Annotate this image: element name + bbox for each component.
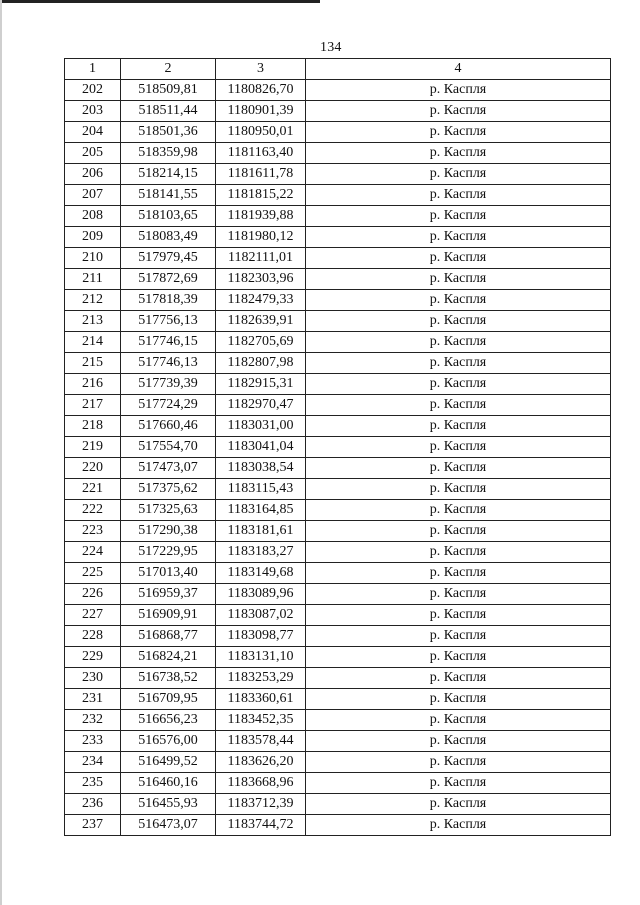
cell-point-number: 218: [65, 416, 121, 437]
page-number: 134: [320, 40, 342, 55]
table-row: [65, 353, 611, 374]
cell-coord-x: 516709,95: [121, 689, 216, 710]
cell-coord-y: 1182303,96: [216, 269, 306, 290]
cell-coord-y: 1183360,61: [216, 689, 306, 710]
cell-coord-y: 1183149,68: [216, 563, 306, 584]
table-row: [65, 185, 611, 206]
cell-point-number: 206: [65, 164, 121, 185]
cell-point-number: 223: [65, 521, 121, 542]
table-row: [65, 500, 611, 521]
cell-coord-y: 1182970,47: [216, 395, 306, 416]
table-row: [65, 542, 611, 563]
cell-coord-y: 1182915,31: [216, 374, 306, 395]
cell-point-number: 208: [65, 206, 121, 227]
cell-description: р. Каспля: [306, 668, 611, 689]
cell-description: р. Каспля: [306, 248, 611, 269]
cell-description: р. Каспля: [306, 479, 611, 500]
cell-coord-x: 517375,62: [121, 479, 216, 500]
table-row: [65, 206, 611, 227]
cell-coord-y: 1183712,39: [216, 794, 306, 815]
table-row: [65, 248, 611, 269]
cell-description: р. Каспля: [306, 689, 611, 710]
cell-coord-x: 517013,40: [121, 563, 216, 584]
table-row: [65, 479, 611, 500]
cell-coord-y: 1181815,22: [216, 185, 306, 206]
cell-point-number: 222: [65, 500, 121, 521]
cell-coord-y: 1182639,91: [216, 311, 306, 332]
cell-point-number: 228: [65, 626, 121, 647]
cell-coord-x: 517739,39: [121, 374, 216, 395]
table-row: [65, 773, 611, 794]
scan-edge: [0, 0, 2, 905]
table-row: [65, 311, 611, 332]
table-body: [65, 80, 611, 836]
cell-coord-y: 1180826,70: [216, 80, 306, 101]
cell-description: р. Каспля: [306, 374, 611, 395]
cell-description: р. Каспля: [306, 143, 611, 164]
table-row: [65, 563, 611, 584]
cell-coord-x: 518141,55: [121, 185, 216, 206]
cell-coord-x: 516473,07: [121, 815, 216, 836]
cell-point-number: 219: [65, 437, 121, 458]
cell-coord-x: 517325,63: [121, 500, 216, 521]
cell-description: р. Каспля: [306, 416, 611, 437]
cell-coord-x: 516576,00: [121, 731, 216, 752]
column-header-y: 3: [216, 59, 306, 80]
cell-coord-y: 1183668,96: [216, 773, 306, 794]
cell-coord-y: 1180901,39: [216, 101, 306, 122]
cell-coord-y: 1183041,04: [216, 437, 306, 458]
cell-point-number: 212: [65, 290, 121, 311]
cell-coord-y: 1181611,78: [216, 164, 306, 185]
table-row: [65, 101, 611, 122]
cell-coord-y: 1183181,61: [216, 521, 306, 542]
top-rule: [0, 0, 320, 3]
cell-description: р. Каспля: [306, 647, 611, 668]
table-row: [65, 605, 611, 626]
cell-coord-x: 517554,70: [121, 437, 216, 458]
cell-point-number: 232: [65, 710, 121, 731]
cell-coord-y: 1180950,01: [216, 122, 306, 143]
cell-point-number: 233: [65, 731, 121, 752]
cell-point-number: 204: [65, 122, 121, 143]
cell-coord-x: 516460,16: [121, 773, 216, 794]
cell-coord-x: 516959,37: [121, 584, 216, 605]
cell-coord-x: 516738,52: [121, 668, 216, 689]
cell-description: р. Каспля: [306, 521, 611, 542]
cell-description: р. Каспля: [306, 80, 611, 101]
cell-coord-y: 1182479,33: [216, 290, 306, 311]
cell-coord-y: 1183038,54: [216, 458, 306, 479]
cell-point-number: 203: [65, 101, 121, 122]
cell-description: р. Каспля: [306, 227, 611, 248]
table-row: [65, 395, 611, 416]
cell-coord-y: 1183744,72: [216, 815, 306, 836]
cell-description: р. Каспля: [306, 626, 611, 647]
cell-point-number: 211: [65, 269, 121, 290]
cell-point-number: 215: [65, 353, 121, 374]
cell-description: р. Каспля: [306, 332, 611, 353]
cell-point-number: 236: [65, 794, 121, 815]
cell-description: р. Каспля: [306, 794, 611, 815]
table-row: [65, 584, 611, 605]
cell-point-number: 224: [65, 542, 121, 563]
cell-description: р. Каспля: [306, 353, 611, 374]
coordinates-table: [64, 58, 611, 836]
cell-coord-y: 1183164,85: [216, 500, 306, 521]
cell-point-number: 221: [65, 479, 121, 500]
cell-point-number: 207: [65, 185, 121, 206]
cell-coord-x: 516824,21: [121, 647, 216, 668]
cell-coord-y: 1181980,12: [216, 227, 306, 248]
cell-coord-y: 1183115,43: [216, 479, 306, 500]
cell-description: р. Каспля: [306, 185, 611, 206]
cell-description: р. Каспля: [306, 311, 611, 332]
cell-description: р. Каспля: [306, 731, 611, 752]
table-row: [65, 227, 611, 248]
cell-coord-x: 517746,13: [121, 353, 216, 374]
cell-description: р. Каспля: [306, 458, 611, 479]
cell-point-number: 205: [65, 143, 121, 164]
table-row: [65, 122, 611, 143]
cell-coord-x: 516455,93: [121, 794, 216, 815]
cell-coord-x: 517756,13: [121, 311, 216, 332]
table-header-row: [65, 59, 611, 80]
table-row: [65, 626, 611, 647]
cell-point-number: 237: [65, 815, 121, 836]
cell-coord-y: 1183626,20: [216, 752, 306, 773]
cell-point-number: 217: [65, 395, 121, 416]
cell-description: р. Каспля: [306, 122, 611, 143]
cell-coord-y: 1182705,69: [216, 332, 306, 353]
cell-coord-x: 517229,95: [121, 542, 216, 563]
cell-coord-x: 518214,15: [121, 164, 216, 185]
table-row: [65, 80, 611, 101]
cell-coord-x: 517290,38: [121, 521, 216, 542]
cell-point-number: 229: [65, 647, 121, 668]
cell-description: р. Каспля: [306, 437, 611, 458]
column-header-description: 4: [306, 59, 611, 80]
cell-description: р. Каспля: [306, 206, 611, 227]
cell-coord-x: 518511,44: [121, 101, 216, 122]
cell-coord-x: 516909,91: [121, 605, 216, 626]
cell-coord-y: 1181939,88: [216, 206, 306, 227]
cell-point-number: 231: [65, 689, 121, 710]
cell-coord-x: 517660,46: [121, 416, 216, 437]
cell-description: р. Каспля: [306, 101, 611, 122]
cell-coord-x: 518083,49: [121, 227, 216, 248]
cell-coord-y: 1183098,77: [216, 626, 306, 647]
cell-description: р. Каспля: [306, 605, 611, 626]
cell-point-number: 202: [65, 80, 121, 101]
cell-coord-y: 1183089,96: [216, 584, 306, 605]
table-row: [65, 437, 611, 458]
cell-description: р. Каспля: [306, 710, 611, 731]
cell-coord-x: 517872,69: [121, 269, 216, 290]
cell-coord-y: 1183131,10: [216, 647, 306, 668]
cell-coord-y: 1183253,29: [216, 668, 306, 689]
cell-point-number: 227: [65, 605, 121, 626]
table-row: [65, 269, 611, 290]
table-row: [65, 290, 611, 311]
cell-coord-x: 517979,45: [121, 248, 216, 269]
cell-point-number: 235: [65, 773, 121, 794]
cell-coord-y: 1183183,27: [216, 542, 306, 563]
table-row: [65, 164, 611, 185]
cell-description: р. Каспля: [306, 164, 611, 185]
cell-coord-x: 516656,23: [121, 710, 216, 731]
cell-coord-x: 516868,77: [121, 626, 216, 647]
cell-point-number: 216: [65, 374, 121, 395]
cell-description: р. Каспля: [306, 752, 611, 773]
cell-description: р. Каспля: [306, 500, 611, 521]
cell-coord-y: 1183452,35: [216, 710, 306, 731]
cell-description: р. Каспля: [306, 269, 611, 290]
table-row: [65, 458, 611, 479]
cell-description: р. Каспля: [306, 290, 611, 311]
cell-coord-x: 518359,98: [121, 143, 216, 164]
cell-coord-x: 517746,15: [121, 332, 216, 353]
table-row: [65, 668, 611, 689]
column-header-x: 2: [121, 59, 216, 80]
table-row: [65, 521, 611, 542]
cell-point-number: 226: [65, 584, 121, 605]
cell-description: р. Каспля: [306, 815, 611, 836]
table-row: [65, 752, 611, 773]
cell-description: р. Каспля: [306, 395, 611, 416]
cell-coord-x: 516499,52: [121, 752, 216, 773]
table-row: [65, 815, 611, 836]
cell-coord-y: 1183031,00: [216, 416, 306, 437]
table-row: [65, 710, 611, 731]
cell-description: р. Каспля: [306, 584, 611, 605]
cell-point-number: 213: [65, 311, 121, 332]
cell-coord-y: 1183087,02: [216, 605, 306, 626]
cell-coord-y: 1182807,98: [216, 353, 306, 374]
cell-coord-y: 1182111,01: [216, 248, 306, 269]
cell-coord-y: 1183578,44: [216, 731, 306, 752]
cell-coord-x: 517818,39: [121, 290, 216, 311]
cell-point-number: 234: [65, 752, 121, 773]
cell-coord-x: 518501,36: [121, 122, 216, 143]
cell-description: р. Каспля: [306, 563, 611, 584]
table-row: [65, 689, 611, 710]
cell-description: р. Каспля: [306, 773, 611, 794]
cell-point-number: 209: [65, 227, 121, 248]
cell-coord-x: 518103,65: [121, 206, 216, 227]
cell-point-number: 210: [65, 248, 121, 269]
table-row: [65, 731, 611, 752]
cell-coord-y: 1181163,40: [216, 143, 306, 164]
cell-coord-x: 517724,29: [121, 395, 216, 416]
table-row: [65, 143, 611, 164]
cell-coord-x: 517473,07: [121, 458, 216, 479]
table-row: [65, 647, 611, 668]
cell-point-number: 230: [65, 668, 121, 689]
table-row: [65, 374, 611, 395]
cell-point-number: 225: [65, 563, 121, 584]
column-header-number: 1: [65, 59, 121, 80]
table-row: [65, 416, 611, 437]
cell-coord-x: 518509,81: [121, 80, 216, 101]
table-row: [65, 332, 611, 353]
cell-point-number: 214: [65, 332, 121, 353]
cell-point-number: 220: [65, 458, 121, 479]
table-row: [65, 794, 611, 815]
cell-description: р. Каспля: [306, 542, 611, 563]
